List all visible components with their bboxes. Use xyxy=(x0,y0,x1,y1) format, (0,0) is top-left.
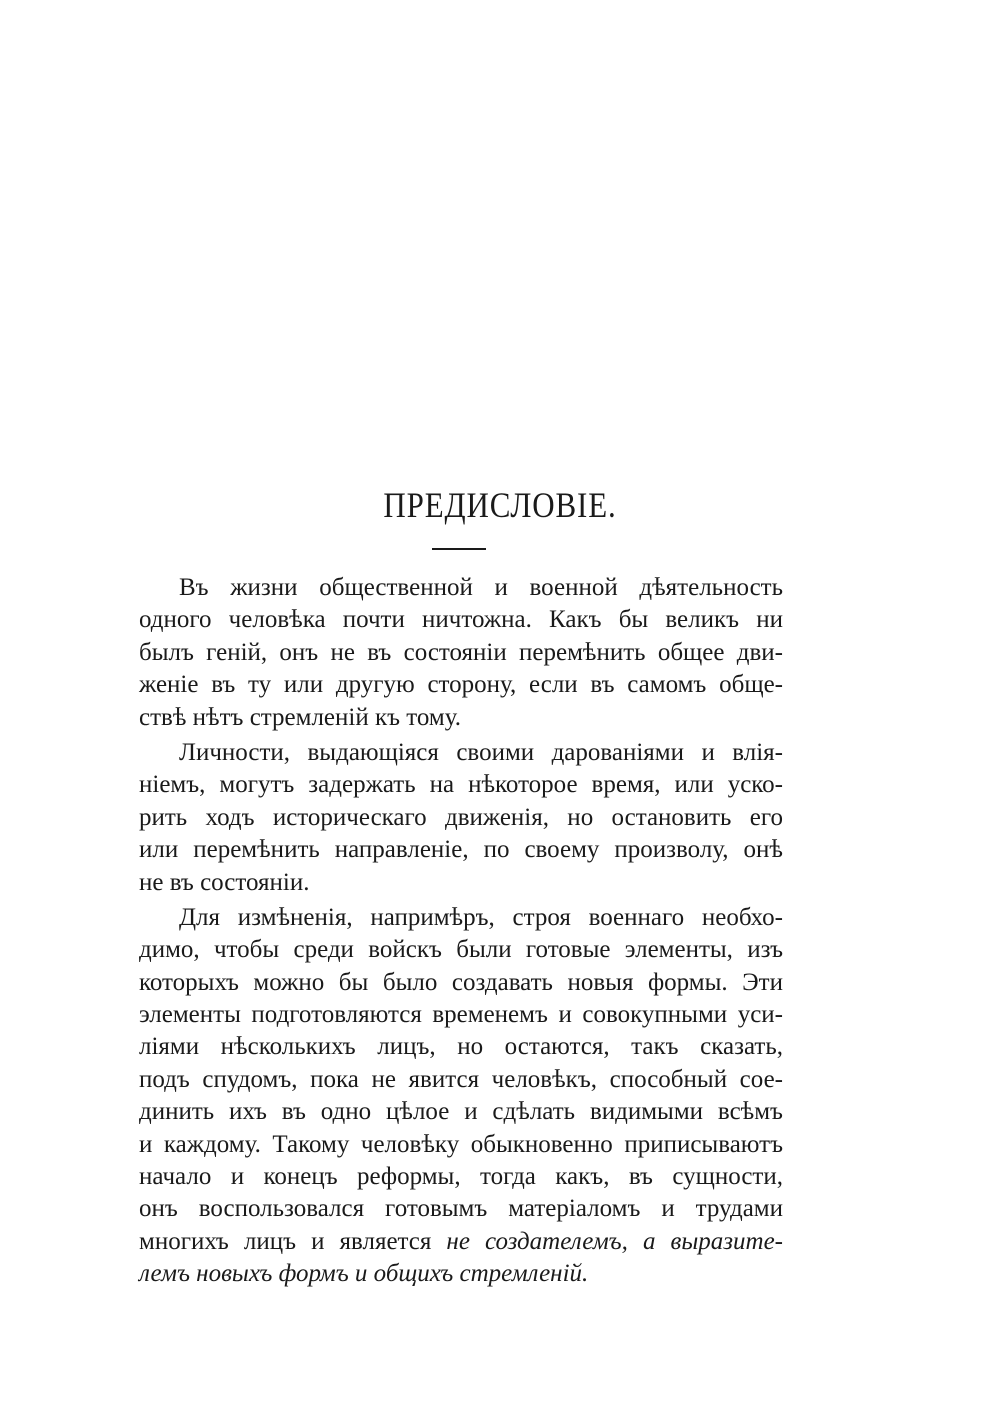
text-line: ліями нѣсколькихъ лицъ, но остаются, такъ сказать, xyxy=(139,1033,783,1061)
text-line: Въ жизни общественной и военной дѣятельность xyxy=(179,574,783,601)
paragraph-3 xyxy=(139,902,783,1291)
text-line: ніемъ, могутъ задержать на нѣкоторое время, или уско- xyxy=(139,771,783,799)
paragraph-2 xyxy=(139,737,783,899)
text-line: былъ геній, онъ не въ состояніи перемѣнить общее дви- xyxy=(139,638,783,666)
text-line-emphasis: лемъ новыхъ формъ и общихъ стремленій. xyxy=(139,1260,589,1288)
text-line-mixed xyxy=(139,1226,783,1258)
text-line: начало и конецъ реформы, тогда какъ, въ сущности, xyxy=(139,1163,783,1191)
text-line: Для измѣненія, напримѣръ, строя военнаго необхо- xyxy=(179,903,783,931)
page-title: ПРЕДИСЛОВІЕ. xyxy=(383,485,617,525)
text-line: димо, чтобы среди войскъ были готовые элементы, изъ xyxy=(139,936,783,964)
text-line: или перемѣнить направленіе, по своему произволу, онѣ xyxy=(139,836,783,864)
text-line: элементы подготовляются временемъ и совокупными уси- xyxy=(139,1001,783,1029)
text-line: Личности, выдающіяся своими дарованіями и влія- xyxy=(179,738,783,766)
title-divider xyxy=(432,548,486,550)
text-line: ствѣ нѣтъ стремленій къ тому. xyxy=(139,703,461,731)
text-plain: многихъ лицъ и является xyxy=(139,1227,447,1255)
text-line: не въ состояніи. xyxy=(139,868,310,896)
text-line: и каждому. Такому человѣку обыкновенно приписываютъ xyxy=(139,1130,783,1158)
text-line: онъ воспользовался готовымъ матеріаломъ и трудами xyxy=(139,1195,783,1223)
text-line: женіе въ ту или другую сторону, если въ самомъ обще- xyxy=(139,671,783,699)
text-line: рить ходъ историческаго движенія, но остановить его xyxy=(139,803,783,831)
preface-body xyxy=(139,572,783,1294)
text-line: подъ спудомъ, пока не явится человѣкъ, способный сое- xyxy=(139,1065,783,1093)
text-line: которыхъ можно бы было создавать новыя формы. Эти xyxy=(139,968,783,996)
text-line: динить ихъ въ одно цѣлое и сдѣлать видимыми всѣмъ xyxy=(139,1098,783,1126)
text-emphasis: не создателемъ, а выразите- xyxy=(446,1227,783,1255)
text-line: одного человѣка почти ничтожна. Какъ бы великъ ни xyxy=(139,606,783,634)
paragraph-1 xyxy=(139,572,783,734)
